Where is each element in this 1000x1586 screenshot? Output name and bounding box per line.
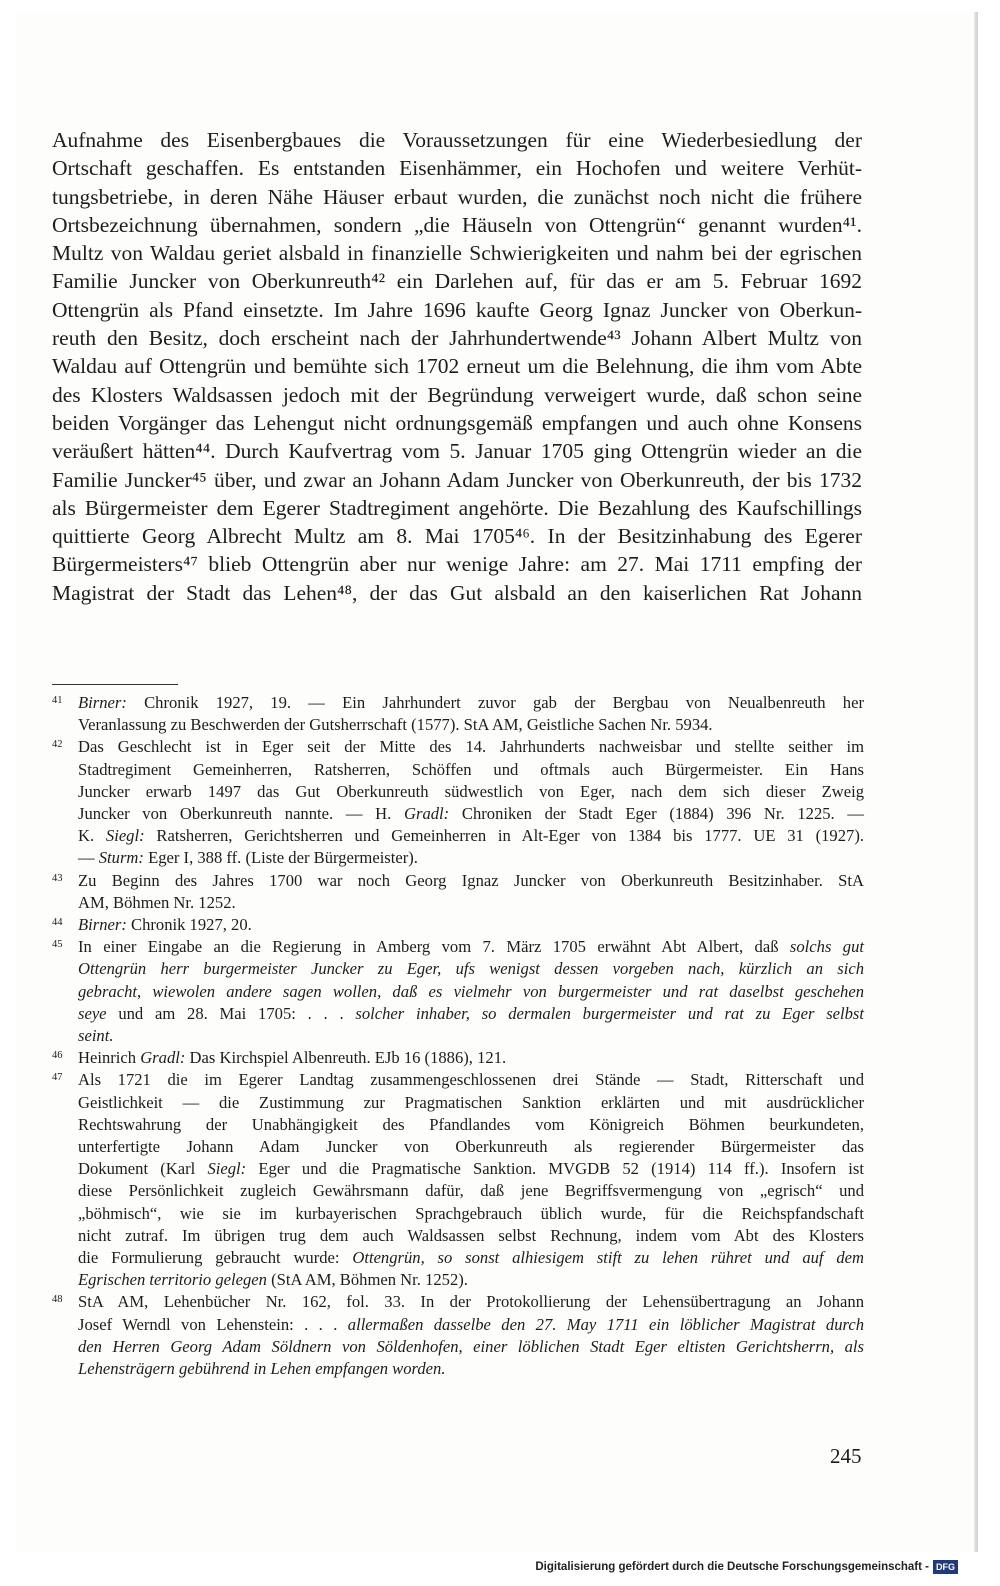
footnote-text: die Formulierung gebraucht wurde: (78, 1248, 353, 1268)
main-text (52, 126, 862, 607)
credit-text: Digitalisierung gefördert durch die Deutsche Forschungsgemeinschaft - (535, 1561, 929, 1573)
footnote-line (78, 692, 864, 714)
footnote (52, 936, 864, 1047)
footnote-italic: Ottengrün herr burgermeister Juncker zu Eger, ufs wenigst dessen vorgeben nach, kürzlich an sich (78, 959, 864, 979)
digitization-credit (535, 1560, 958, 1574)
footnote-number: 43 (52, 872, 63, 884)
footnote-line (78, 870, 864, 892)
footnote-line (78, 825, 864, 847)
footnote-separator (52, 684, 178, 685)
footnote-line (78, 981, 864, 1003)
footnote-text: Rechtswahrung der Unabhängigkeit des Pfandlandes vom Königreich Böhmen beurkundeten, (78, 1114, 864, 1134)
footnote-italic: Birner: (78, 693, 127, 712)
body-line: tungsbetriebe, in deren Nähe Häuser erbaut wurden, die zunächst noch nicht die frühere (52, 184, 862, 209)
footnote-italic: solcher inhaber, so dermalen burgermeister und rat zu Eger selbst (355, 1003, 864, 1023)
footnote-number: 41 (52, 695, 63, 706)
footnote-text: Josef Werndl von Lehenstein: . . . (78, 1314, 348, 1334)
body-line: quittierte Georg Albrecht Multz am 8. Mai 1705⁴⁶. In der Besitzinhabung des Egerer (52, 524, 862, 549)
dfg-logo: DFG (933, 1560, 958, 1574)
footnote-line (78, 958, 864, 980)
footnote-text: und am 28. Mai 1705: . . . (106, 1003, 356, 1023)
footnote-line (78, 1269, 864, 1291)
body-line: Ortsbezeichnung übernahmen, sondern „die Häuseln von Ottengrün“ genannt wurden⁴¹. (52, 212, 862, 237)
footnote (52, 1291, 864, 1380)
footnote-italic: Lehensträgern gebührend in Lehen empfangen worden. (78, 1359, 446, 1379)
body-line: Magistrat der Stadt das Lehen⁴⁸, der das Gut alsbald an den kaiserlichen Rat Johann (52, 580, 862, 605)
footnote-text: Veranlassung zu Beschwerden der Gutsherrschaft (1577). StA AM, Geistliche Sachen Nr. 5934. (78, 715, 713, 735)
footnote (52, 736, 864, 869)
footnote (52, 870, 864, 914)
footnote-text: Geistlichkeit — die Zustimmung zur Pragmatischen Sanktion erklärten und mit ausdrücklicher (78, 1092, 864, 1112)
footnote-text: Zu Beginn des Jahres 1700 war noch Georg Ignaz Juncker von Oberkunreuth Besitzinhaber. StA (78, 870, 864, 890)
footnote-line (78, 1003, 864, 1025)
footnote-line (78, 1358, 864, 1380)
footnote-line (78, 803, 864, 825)
footnote-line (78, 1025, 864, 1047)
footnote-line (78, 847, 864, 869)
footnote-italic: Siegl: (105, 826, 145, 846)
footnote-italic: Egrischen territorio gelegen (78, 1270, 267, 1290)
footnotes (52, 692, 864, 1380)
footnote-line (78, 1114, 864, 1136)
footnote-line (78, 1158, 864, 1180)
footnote-text: StA AM, Lehenbücher Nr. 162, fol. 33. In der Protokollierung der Lehensübertragung an Johann (78, 1292, 864, 1312)
footnote-line (78, 736, 864, 758)
footnote-text: (StA AM, Böhmen Nr. 1252). (266, 1270, 468, 1290)
footnote-line (78, 1314, 864, 1336)
footnote-text: Eger und die Pragmatische Sanktion. MVGDB 52 (1914) 114 ff.). Insofern ist (246, 1159, 864, 1179)
footnote-text: Das Geschlecht ist in Eger seit der Mitte des 14. Jahrhunderts nachweisbar und stellte seither im (78, 737, 864, 757)
footnote-text: Chronik 1927, 19. — Ein Jahrhundert zuvor gab der Bergbau von Neualbenreuth her (126, 693, 864, 712)
footnote-text: Eger I, 388 ff. (Liste der Bürgermeister). (143, 848, 418, 868)
footnote-number: 44 (52, 917, 63, 929)
footnote-italic: seint. (78, 1026, 114, 1046)
body-line: veräußert hätten⁴⁴. Durch Kaufvertrag vom 5. Januar 1705 ging Ottengrün wieder an die (52, 439, 862, 464)
footnote-text: In einer Eingabe an die Regierung in Amberg vom 7. März 1705 erwähnt Abt Albert, daß (78, 937, 790, 957)
footnote-number: 48 (52, 1294, 63, 1306)
body-line: Aufnahme des Eisenbergbaues die Voraussetzungen für eine Wiederbesiedlung der (52, 128, 862, 152)
footnote-line (78, 1092, 864, 1114)
footnote-line (78, 781, 864, 803)
footnote-line (78, 914, 864, 936)
scan-edge (974, 12, 978, 1552)
footnote (52, 1069, 864, 1291)
body-line: Familie Juncker von Oberkunreuth⁴² ein Darlehen auf, für das er am 5. Februar 1692 (52, 269, 862, 294)
footnote-line (78, 1225, 864, 1247)
footnote-italic: Ottengrün, so sonst alhiesigem stift zu lehen rühret und auf dem (352, 1248, 864, 1268)
body-line: des Klosters Waldsassen jedoch mit der Begründung verweigert wurde, daß schon seine (52, 382, 862, 407)
footnote-text: K. (78, 826, 106, 846)
body-line: beiden Vorgänger das Lehengut nicht ordnungsgemäß empfangen und auch ohne Konsens (52, 410, 862, 435)
footnote-text: diese Persönlichkeit zugleich Gewährsmann dafür, daß jene Begriffsvermengung von „egrisch“ und (78, 1181, 864, 1201)
footnote-italic: gebracht, wiewolen andere sagen wollen, daß es vielmehr von burgermeister und rat daselbst geschehen (78, 981, 864, 1001)
footnote-line (78, 892, 864, 914)
footnote-text: Stadtregiment Gemeinherren, Ratsherren, Schöffen und oftmals auch Bürgermeister. Ein Hans (78, 759, 864, 779)
footnote-text: Ratsherren, Gerichtsherren und Gemeinherren in Alt-Eger von 1384 bis 1777. UE 31 (1927). (144, 826, 864, 846)
footnote-italic: Siegl: (207, 1159, 247, 1179)
footnote-text: unterfertigte Johann Adam Juncker von Oberkunreuth als regierender Bürgermeister das (78, 1137, 864, 1157)
footnote-italic: Sturm: (98, 848, 144, 868)
footnote-italic: den Herren Georg Adam Söldnern von Söldenhofen, einer löblichen Stadt Eger eltisten Gerichtsherrn, als (78, 1336, 864, 1356)
page-number: 245 (830, 1444, 862, 1468)
footnote-text: — (78, 848, 99, 868)
footnote-text: Das Kirchspiel Albenreuth. EJb 16 (1886), 121. (185, 1048, 507, 1068)
footnote-line (78, 1291, 864, 1313)
footnote-line (78, 759, 864, 781)
footnote-line (78, 936, 864, 958)
body-line: Ortschaft geschaffen. Es entstanden Eisenhämmer, ein Hochofen und weitere Verhüt- (52, 156, 862, 181)
body-line: als Bürgermeister dem Egerer Stadtregiment angehörte. Die Bezahlung des Kaufschillings (52, 495, 862, 520)
body-line: Ottengrün als Pfand einsetzte. Im Jahre 1696 kaufte Georg Ignaz Juncker von Oberkun- (52, 297, 862, 322)
body-line: Multz von Waldau geriet alsbald in finanzielle Schwierigkeiten und nahm bei der egrischen (52, 241, 862, 266)
footnote-number: 46 (52, 1050, 63, 1062)
footnote-text: Chroniken der Stadt Eger (1884) 396 Nr. 1225. — (449, 804, 864, 824)
footnote-line (78, 1336, 864, 1358)
body-line: reuth den Besitz, doch erscheint nach der Jahrhundertwende⁴³ Johann Albert Multz von (52, 326, 862, 351)
footnote (52, 914, 864, 936)
footnote (52, 1047, 864, 1069)
footnote-line (78, 1203, 864, 1225)
footnote-italic: Birner: (78, 915, 127, 935)
body-line: Familie Juncker⁴⁵ über, und zwar an Johann Adam Juncker von Oberkunreuth, der bis 1732 (52, 467, 862, 492)
footnote-line (78, 1047, 864, 1069)
footnote-text: AM, Böhmen Nr. 1252. (78, 892, 236, 912)
footnote-italic: solchs gut (789, 937, 865, 957)
footnote-text: Heinrich (78, 1048, 141, 1068)
body-line: Waldau auf Ottengrün und bemühte sich 1702 erneut um die Belehnung, die ihm vom Abte (52, 354, 862, 379)
footnote-italic: seye (78, 1003, 107, 1023)
footnote (52, 692, 864, 736)
footnote-text: Chronik 1927, 20. (126, 915, 252, 935)
body-line: Bürgermeisters⁴⁷ blieb Ottengrün aber nur wenige Jahre: am 27. Mai 1711 empfing der (52, 552, 862, 577)
footnote-italic: Gradl: (140, 1048, 186, 1068)
footnote-number: 47 (52, 1072, 63, 1084)
footnote-number: 42 (52, 739, 63, 751)
footnote-number: 45 (52, 939, 63, 951)
footnote-line (78, 714, 864, 736)
footnote-text: Juncker erwarb 1497 das Gut Oberkunreuth südwestlich von Eger, nach dem sich dieser Zweig (78, 781, 864, 801)
footnote-text: Dokument (Karl (78, 1159, 208, 1179)
footnote-italic: Gradl: (404, 804, 450, 824)
footnote-line (78, 1247, 864, 1269)
footnote-line (78, 1069, 864, 1091)
footnote-text: Juncker von Oberkunreuth nannte. — H. (78, 804, 404, 824)
footnote-italic: allermaßen dasselbe den 27. May 1711 ein löblicher Magistrat durch (347, 1314, 864, 1334)
footnote-line (78, 1180, 864, 1202)
footnote-text: nicht zutraf. Im übrigen trug dem auch Waldsassen selbst Rechnung, indem vom Abt des Klosters (78, 1225, 864, 1245)
footnote-text: „böhmisch“, wie sie im kurbayerischen Sprachgebrauch üblich wurde, für die Reichspfandschaft (78, 1203, 864, 1223)
footnote-line (78, 1136, 864, 1158)
footnote-text: Als 1721 die im Egerer Landtag zusammengeschlossenen drei Stände — Stadt, Ritterschaft und (78, 1070, 864, 1090)
